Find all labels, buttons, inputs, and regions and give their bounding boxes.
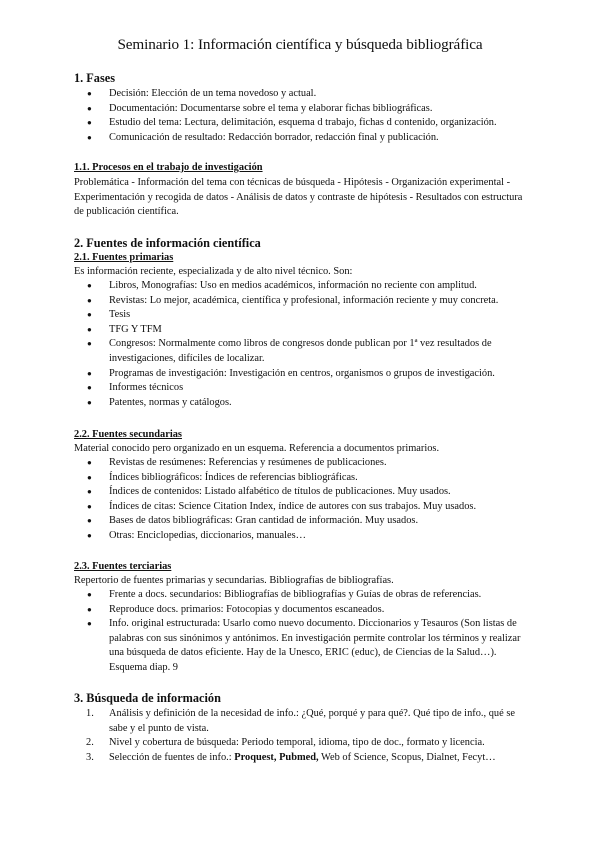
list-item: ● Reproduce docs. primarios: Fotocopias y documentos escaneados. [74,603,526,618]
item-number: 3. [86,751,94,763]
item-text-prefix: Selección de fuentes de info.: [109,751,235,763]
primary-sources-list [74,279,526,410]
section-2-heading: 2. Fuentes de información científica [74,236,261,250]
section-2-3-heading: 2.3. Fuentes terciarias [74,561,172,572]
research-process-paragraph: Problemática - Información del tema con técnicas de búsqueda - Hipótesis - Organización experimental - Experimentación y recogida de datos - Análisis de datos y contraste de hipótesis - Resultados con estructura de publicación científica. [74,177,523,218]
list-item: ● Revistas: Lo mejor, académica, científica y profesional, información reciente y muy concreta. [74,294,526,309]
item-text-bold: Proquest, Pubmed, [234,751,319,763]
section-1-heading: 1. Fases [74,71,115,85]
phases-list [74,87,526,145]
section-3-heading: 3. Búsqueda de información [74,691,221,705]
item-text: Análisis y definición de la necesidad de info.: ¿Qué, porqué y para qué?. Qué tipo de info., qué se sabe y el punto de vista. [109,708,515,734]
primary-sources-intro: Es información reciente, especializada y de alto nivel técnico. Son: [74,266,353,277]
list-item: ● Patentes, normas y catálogos. [74,396,526,411]
list-item: ● Informes técnicos [74,381,526,396]
list-item: ● Índices de citas: Science Citation Index, índice de autores con sus trabajos. Muy usados. [74,500,526,515]
secondary-sources-intro: Material conocido pero organizado en un esquema. Referencia a documentos primarios. [74,443,440,454]
item-number: 2. [86,737,94,749]
list-item: ● Otras: Enciclopedias, diccionarios, manuales… [74,529,526,544]
list-item [74,736,526,751]
section-1-1-heading: 1.1. Procesos en el trabajo de investigación [74,162,263,173]
list-item: ● Decisión: Elección de un tema novedoso y actual. [74,87,526,102]
list-item [74,707,526,736]
list-item: ● Libros, Monografías: Uso en medios académicos, información no reciente con amplitud. [74,279,526,294]
list-item: ● Programas de investigación: Investigación en centros, organismos o grupos de investigación. [74,367,526,382]
list-item: ● Congresos: Normalmente como libros de congresos donde publican por 1ª vez resultados de investigaciones, difíciles de localizar. [74,337,526,366]
item-number: 1. [86,708,94,719]
item-text: Nivel y cobertura de búsqueda: Periodo temporal, idioma, tipo de doc., formato y licencia. [109,737,485,749]
search-steps-list [74,707,526,765]
document-title: Seminario 1: Información científica y búsqueda bibliográfica [117,36,483,53]
list-item: ● Frente a docs. secundarios: Bibliografías de bibliografías y Guías de obras de referencias. [74,588,526,603]
list-item: ● Info. original estructurada: Usarlo como nuevo documento. Diccionarios y Tesauros (Son listas de palabras con sus sinónimos y antónimos. En investigación permite controlar los términos y realizar una búsqueda de datos eficiente. Hay de la Unesco, ERIC (educ), de Ciencias de la Salud…). Esquema diap. 9 [74,617,526,675]
list-item: ● Documentación: Documentarse sobre el tema y elaborar fichas bibliográficas. [74,102,526,117]
item-text-suffix: Web of Science, Scopus, Dialnet, Fecyt… [318,751,496,763]
list-item: ● Bases de datos bibliográficas: Gran cantidad de información. Muy usados. [74,514,526,529]
section-2-2-heading: 2.2. Fuentes secundarias [74,429,182,440]
list-item: ● Estudio del tema: Lectura, delimitación, esquema d trabajo, fichas d contenido, organización. [74,116,526,131]
list-item: ● Revistas de resúmenes: Referencias y resúmenes de publicaciones. [74,456,526,471]
list-item [74,751,526,766]
list-item: ● Comunicación de resultado: Redacción borrador, redacción final y publicación. [74,131,526,146]
list-item: ● Tesis [74,308,526,323]
list-item: ● Índices de contenidos: Listado alfabético de títulos de publicaciones. Muy usados. [74,485,526,500]
section-2-1-heading: 2.1. Fuentes primarias [74,252,174,263]
list-item: ● TFG Y TFM [74,323,526,338]
tertiary-sources-intro: Repertorio de fuentes primarias y secundarias. Bibliografías de bibliografías. [74,575,394,586]
list-item: ● Índices bibliográficos: Índices de referencias bibliográficas. [74,471,526,486]
secondary-sources-list [74,456,526,544]
tertiary-sources-list [74,588,526,676]
